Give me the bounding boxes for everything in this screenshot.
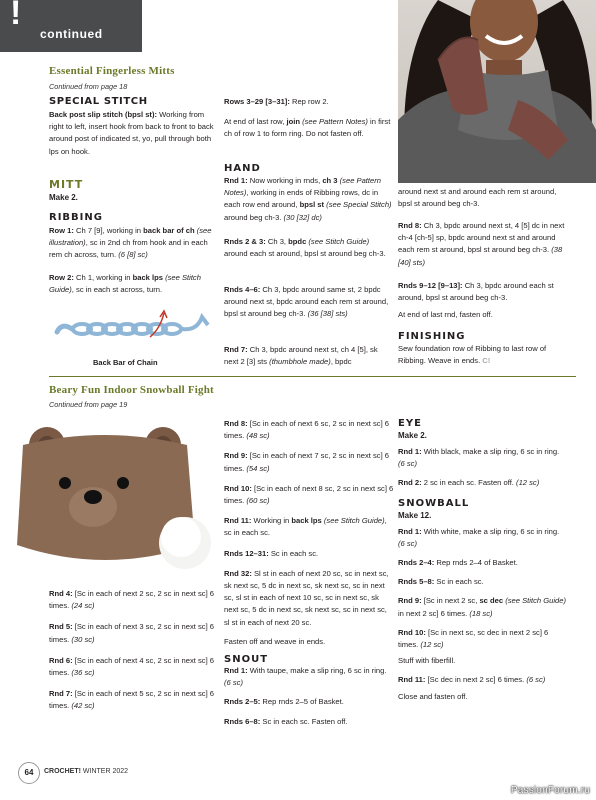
snowball-rnd9: Rnd 9: [Sc in next 2 sc, sc dec (see Stitch Guide) in next 2 sc] 6 times. (18 sc) [398,596,566,618]
chain-illustration [52,307,212,352]
hand-rnd9-12: Rnds 9–12 [9–13]: Ch 3, bpdc around each st around, bpsl st around beg ch-3. [398,281,554,303]
eye-rnd1: Rnd 1: With black, make a slip ring, 6 sc in ring. (6 sc) [398,447,560,469]
snowball-rnd11: Rnd 11: [Sc dec in next 2 sc] 6 times. (6 sc) [398,675,546,685]
ribbing-row2: Row 2: Ch 1, working in back lps (see Stitch Guide), sc in each st across, turn. [49,273,201,295]
bear-rnd32: Rnd 32: Sl st in each of next 20 sc, sc in next sc, sk next sc, 5 dc in next sc, sk next sc, sc in next sc, sl st in each of next 10 sc, sc in next sc, sk next sc, 5 dc in next sc, sk next sc, sc in next sc, sl st in each of next 20 sc. [224,568,389,627]
rows3-29: Rows 3–29 [3–31]: Rep row 2. [224,97,329,106]
hand-rnd7-cont: around next st and around each rem st around, bpsl st around beg ch-3. [398,187,557,209]
mitt-heading: MITT [49,178,84,191]
snowball-make: Make 12. [398,510,432,520]
bear-rnd11: Rnd 11: Working in back lps (see Stitch Guide), sc in each sc. [224,516,387,538]
mitt-make: Make 2. [49,193,78,202]
eye-make: Make 2. [398,431,427,440]
bear-rnd12-31: Rnds 12–31: Sc in each sc. [224,548,319,558]
ribbing-heading: RIBBING [49,212,103,223]
mitts-continued: Continued from page 18 [49,82,128,91]
hand-rnd8: Rnd 8: Ch 3, bpdc around next st, 4 [5] dc in next ch-4 [ch-5] sp, bpdc around next st and around each rem st around, bpsl st around beg ch-3. (38 [40] sts) [398,221,565,267]
finishing-heading: FINISHING [398,331,466,342]
snout-rnd2-5: Rnds 2–5: Rep rnds 2–5 of Basket. [224,697,344,707]
bear-rnd5: Rnd 5: [Sc in each of next 3 sc, 2 sc in next sc] 6 times. (30 sc) [49,622,215,644]
hand-rnd1: Rnd 1: Now working in rnds, ch 3 (see Pattern Notes), working in ends of Ribbing rows, dc in each row end around, bpsl st (see Special Stitch) around beg ch-3. (30 [32] dc) [224,176,392,222]
ribbing-row1: Row 1: Ch 7 [9], working in back bar of ch (see illustration), sc in 2nd ch from hook and in each rem ch across, turn. (6 [8] sc) [49,226,212,260]
bear-col2 [224,418,394,728]
close-text: Close and fasten off. [398,691,468,701]
continued-label: continued [40,27,103,41]
hand-heading: HAND [224,163,261,174]
watermark: PassionForum.ru [510,785,590,796]
bear-col3 [398,418,568,703]
chain-caption: Back Bar of Chain [93,358,158,367]
snowball-heading: SNOWBALL [398,497,470,509]
page-number: 64 [18,762,40,784]
hand-rnd7: Rnd 7: Ch 3, bpdc around next st, ch 4 [5], sk next 2 [3] sts (thumbhole made), bpdc [224,345,378,367]
footer-issue: CROCHET! WINTER 2022 [44,768,129,775]
bear-rnd4: Rnd 4: [Sc in each of next 2 sc, 2 sc in next sc] 6 times. (24 sc) [49,589,215,611]
bear-rnd10: Rnd 10: [Sc in each of next 8 sc, 2 sc in next sc] 6 times. (60 sc) [224,483,394,506]
finishing-text: Sew foundation row of Ribbing to last row of Ribbing. Weave in ends. C! [398,344,547,366]
bear-rnd9: Rnd 9: [Sc in each of next 7 sc, 2 sc in next sc] 6 times. (54 sc) [224,451,390,473]
bear-continued: Continued from page 19 [49,400,128,409]
eye-heading: EYE [398,418,422,429]
special-stitch-text: Back post slip stitch (bpsl st): Working from right to left, insert hook from back to front to back around post of indicated st, yo, pull through both lps on hook. [49,110,214,156]
bear-rnd6: Rnd 6: [Sc in each of next 4 sc, 2 sc in next sc] 6 times. (36 sc) [49,655,215,678]
fasten-weave: Fasten off and weave in ends. [224,636,326,646]
end-last-rnd: At end of last rnd, fasten off. [398,310,493,319]
stuff-text: Stuff with fiberfill. [398,656,456,666]
end-of-row: At end of last row, join (see Pattern Notes) in first ch of row 1 to form ring. Do not fasten off. [224,117,391,139]
eye-rnd2: Rnd 2: 2 sc in each sc. Fasten off. (12 sc) [398,478,540,488]
snout-heading: SNOUT [224,654,269,666]
bear-title: Beary Fun Indoor Snowball Fight [49,384,214,396]
continued-tab [0,0,142,52]
bear-basket-photo [5,425,213,575]
model-photo [398,0,596,183]
hand-rnd2-3: Rnds 2 & 3: Ch 3, bpdc (see Stitch Guide) around each st around, bpsl st around beg ch-3. [224,237,386,259]
hand-rnd4-6: Rnds 4–6: Ch 3, bpdc around same st, 2 bpdc around next st, bpdc around each rem st around, bpsl st around beg ch-3. (36 [38] sts) [224,285,389,319]
snout-rnd1: Rnd 1: With taupe, make a slip ring, 6 sc in ring. (6 sc) [224,666,387,688]
snowball-rnd1: Rnd 1: With white, make a slip ring, 6 sc in ring. (6 sc) [398,526,560,548]
bear-col1 [49,588,219,713]
special-stitch-heading: SPECIAL STITCH [49,96,148,107]
section-divider [49,376,576,377]
bear-rnd8: Rnd 8: [Sc in each of next 6 sc, 2 sc in next sc] 6 times. (48 sc) [224,419,390,441]
snowball-rnd10: Rnd 10: [Sc in next sc, sc dec in next 2 sc] 6 times. (12 sc) [398,627,549,650]
bear-rnd7: Rnd 7: [Sc in each of next 5 sc, 2 sc in next sc] 6 times. (42 sc) [49,689,215,711]
exclamation-icon: ! [10,0,22,32]
snout-rnd6-8: Rnds 6–8: Sc in each sc. Fasten off. [224,716,348,726]
mitts-title: Essential Fingerless Mitts [49,65,175,77]
snowball-rnd2-4: Rnds 2–4: Rep rnds 2–4 of Basket. [398,558,518,568]
end-mark: C! [482,356,491,366]
snowball-rnd5-8: Rnds 5–8: Sc in each sc. [398,577,484,587]
